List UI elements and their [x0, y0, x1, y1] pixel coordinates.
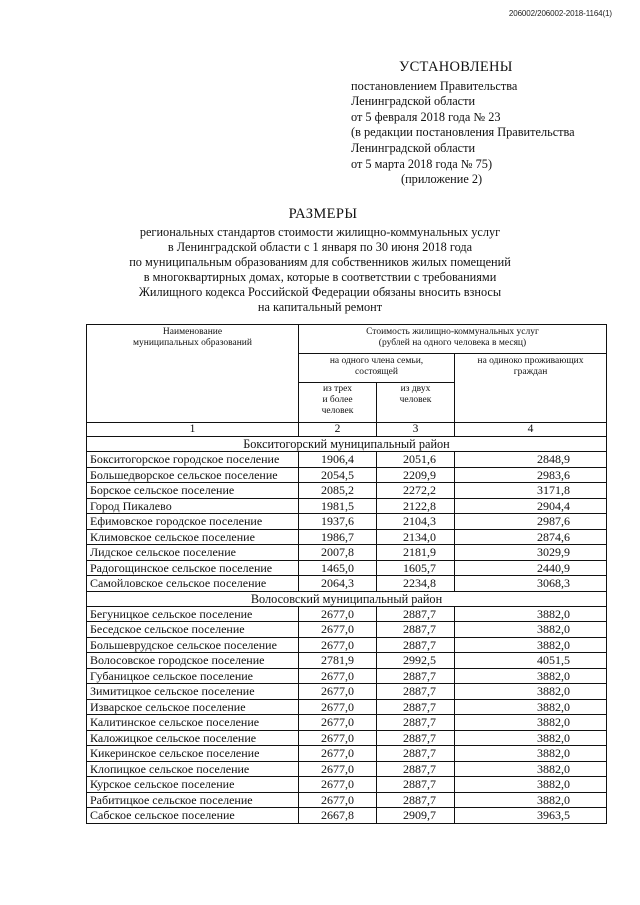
value-single-cell: 3963,5: [455, 808, 607, 824]
table-row: [87, 777, 607, 793]
value-single-cell: 3029,9: [455, 545, 607, 561]
value-single-cell: 3882,0: [455, 792, 607, 808]
approval-line: постановлением Правительства: [351, 78, 518, 93]
municipality-name-cell: Изварское сельское поселение: [87, 699, 299, 715]
header-single: [455, 354, 607, 423]
header-single-text: на одиноко проживающих граждан: [477, 356, 584, 377]
value-two-cell: 2887,7: [377, 637, 455, 653]
value-three-or-more-cell: 1986,7: [299, 529, 377, 545]
value-single-cell: 3882,0: [455, 637, 607, 653]
value-three-or-more-cell: 2781,9: [299, 653, 377, 669]
table-row: [87, 467, 607, 483]
value-two-cell: 2887,7: [377, 684, 455, 700]
table-row: [87, 761, 607, 777]
value-single-cell: 2440,9: [455, 560, 607, 576]
municipality-name-cell: Бокситогорское городское поселение: [87, 452, 299, 468]
value-single-cell: 3882,0: [455, 730, 607, 746]
value-three-or-more-cell: 1981,5: [299, 498, 377, 514]
value-three-or-more-cell: 2677,0: [299, 637, 377, 653]
value-three-or-more-cell: 2677,0: [299, 792, 377, 808]
table-row: [87, 498, 607, 514]
header-cost: [299, 325, 607, 354]
approval-line: Ленинградской области: [351, 140, 476, 155]
municipality-name-cell: Губаницкое сельское поселение: [87, 668, 299, 684]
value-single-cell: 4051,5: [455, 653, 607, 669]
value-single-cell: 3882,0: [455, 622, 607, 638]
value-single-cell: 3882,0: [455, 761, 607, 777]
value-three-or-more-cell: 1937,6: [299, 514, 377, 530]
value-two-cell: 2887,7: [377, 761, 455, 777]
section-title: Волосовский муниципальный район: [87, 591, 607, 606]
table-row: [87, 545, 607, 561]
column-number: 1: [87, 423, 299, 437]
municipality-name-cell: Рабитицкое сельское поселение: [87, 792, 299, 808]
municipality-name-cell: Город Пикалево: [87, 498, 299, 514]
value-two-cell: 2209,9: [377, 467, 455, 483]
value-single-cell: 2874,6: [455, 529, 607, 545]
municipality-name-cell: Лидское сельское поселение: [87, 545, 299, 561]
municipality-name-cell: Большеврудское сельское поселение: [87, 637, 299, 653]
header-cost-text: Стоимость жилищно-коммунальных услуг (рублей на одного человека в месяц): [366, 327, 539, 348]
value-three-or-more-cell: 2677,0: [299, 668, 377, 684]
municipality-name-cell: Каложицкое сельское поселение: [87, 730, 299, 746]
title-line: в многоквартирных домах, которые в соответствии с требованиями: [143, 270, 497, 285]
header-per-family-member-text: на одного члена семьи, состоящей: [329, 356, 424, 377]
header-three-or-more-text: из трех и более человек: [321, 384, 354, 416]
title-line: на капитальный ремонт: [257, 300, 383, 315]
value-single-cell: 3882,0: [455, 606, 607, 622]
approval-line: (в редакции постановления Правительства: [351, 125, 575, 140]
value-single-cell: 3882,0: [455, 777, 607, 793]
header-per-family-member: [299, 354, 455, 383]
value-three-or-more-cell: 2677,0: [299, 699, 377, 715]
approval-line: Ленинградской области: [351, 94, 476, 109]
value-three-or-more-cell: 1906,4: [299, 452, 377, 468]
value-three-or-more-cell: 2064,3: [299, 576, 377, 592]
value-three-or-more-cell: 2677,0: [299, 730, 377, 746]
approval-block: [351, 60, 575, 188]
municipality-name-cell: Сабское сельское поселение: [87, 808, 299, 824]
value-three-or-more-cell: 2677,0: [299, 746, 377, 762]
table-row: [87, 653, 607, 669]
value-two-cell: 2887,7: [377, 792, 455, 808]
value-three-or-more-cell: 2007,8: [299, 545, 377, 561]
header-two-text: из двух человек: [399, 384, 432, 405]
value-single-cell: 2848,9: [455, 452, 607, 468]
municipality-name-cell: Калитинское сельское поселение: [87, 715, 299, 731]
header-name: [87, 325, 299, 423]
value-three-or-more-cell: 2677,0: [299, 715, 377, 731]
title-line: по муниципальным образованиям для собственников жилых помещений: [129, 255, 511, 270]
table-row: [87, 529, 607, 545]
value-single-cell: 3882,0: [455, 684, 607, 700]
value-single-cell: 3882,0: [455, 699, 607, 715]
header-two: [377, 383, 455, 423]
section-title: Бокситогорский муниципальный район: [87, 437, 607, 452]
value-single-cell: 3068,3: [455, 576, 607, 592]
value-three-or-more-cell: 2677,0: [299, 761, 377, 777]
value-three-or-more-cell: 2677,0: [299, 777, 377, 793]
municipality-name-cell: Зимитицкое сельское поселение: [87, 684, 299, 700]
municipality-name-cell: Бегуницкое сельское поселение: [87, 606, 299, 622]
municipality-name-cell: Клопицкое сельское поселение: [87, 761, 299, 777]
value-two-cell: 2887,7: [377, 730, 455, 746]
section-row: [87, 437, 607, 452]
table-row: [87, 637, 607, 653]
value-single-cell: 3882,0: [455, 668, 607, 684]
table-row: [87, 483, 607, 499]
title-line: в Ленинградской области с 1 января по 30 июня 2018 года: [167, 240, 473, 255]
value-two-cell: 2272,2: [377, 483, 455, 499]
value-single-cell: 3882,0: [455, 746, 607, 762]
document-id: 206002/206002-2018-1164(1): [508, 9, 612, 18]
table-row: [87, 730, 607, 746]
value-two-cell: 2909,7: [377, 808, 455, 824]
value-three-or-more-cell: 2054,5: [299, 467, 377, 483]
title-line: Жилищного кодекса Российской Федерации обязаны вносить взносы: [138, 285, 502, 300]
municipality-name-cell: Ефимовское городское поселение: [87, 514, 299, 530]
approval-line: от 5 марта 2018 года № 75): [351, 156, 493, 171]
section-row: [87, 591, 607, 606]
value-two-cell: 1605,7: [377, 560, 455, 576]
approval-heading: УСТАНОВЛЕНЫ: [399, 59, 513, 75]
table-row: [87, 668, 607, 684]
column-number: 2: [299, 423, 377, 437]
table-row: [87, 514, 607, 530]
table-row: [87, 576, 607, 592]
value-three-or-more-cell: 2677,0: [299, 606, 377, 622]
value-three-or-more-cell: 2085,2: [299, 483, 377, 499]
column-number: 4: [455, 423, 607, 437]
value-two-cell: 2181,9: [377, 545, 455, 561]
value-two-cell: 2051,6: [377, 452, 455, 468]
municipality-name-cell: Климовское сельское поселение: [87, 529, 299, 545]
document-title: [0, 206, 640, 316]
header-name-text: Наименование муниципальных образований: [133, 327, 252, 348]
column-number: 3: [377, 423, 455, 437]
table-row: [87, 452, 607, 468]
value-two-cell: 2887,7: [377, 606, 455, 622]
municipality-name-cell: Волосовское городское поселение: [87, 653, 299, 669]
title-heading: РАЗМЕРЫ: [288, 206, 358, 222]
table-row: [87, 715, 607, 731]
table-row: [87, 746, 607, 762]
municipality-name-cell: Курское сельское поселение: [87, 777, 299, 793]
value-two-cell: 2887,7: [377, 699, 455, 715]
table-row: [87, 622, 607, 638]
table-row: [87, 792, 607, 808]
value-two-cell: 2887,7: [377, 715, 455, 731]
value-single-cell: 2987,6: [455, 514, 607, 530]
municipality-name-cell: Самойловское сельское поселение: [87, 576, 299, 592]
value-three-or-more-cell: 1465,0: [299, 560, 377, 576]
table-row: [87, 560, 607, 576]
value-two-cell: 2992,5: [377, 653, 455, 669]
value-single-cell: 2904,4: [455, 498, 607, 514]
table-row: [87, 684, 607, 700]
table-row: [87, 699, 607, 715]
approval-line: от 5 февраля 2018 года № 23: [351, 109, 501, 124]
value-single-cell: 3171,8: [455, 483, 607, 499]
title-line: региональных стандартов стоимости жилищно-коммунальных услуг: [139, 225, 501, 239]
value-two-cell: 2234,8: [377, 576, 455, 592]
approval-appendix: (приложение 2): [401, 172, 483, 187]
municipality-name-cell: Борское сельское поселение: [87, 483, 299, 499]
value-two-cell: 2122,8: [377, 498, 455, 514]
value-three-or-more-cell: 2677,0: [299, 622, 377, 638]
value-three-or-more-cell: 2667,8: [299, 808, 377, 824]
value-two-cell: 2887,7: [377, 668, 455, 684]
municipality-name-cell: Беседское сельское поселение: [87, 622, 299, 638]
header-three-or-more: [299, 383, 377, 423]
municipality-name-cell: Радогощинское сельское поселение: [87, 560, 299, 576]
municipality-name-cell: Кикеринское сельское поселение: [87, 746, 299, 762]
table-row: [87, 606, 607, 622]
value-two-cell: 2887,7: [377, 777, 455, 793]
standards-table: [86, 324, 607, 824]
municipality-name-cell: Большедворское сельское поселение: [87, 467, 299, 483]
value-single-cell: 3882,0: [455, 715, 607, 731]
value-two-cell: 2887,7: [377, 622, 455, 638]
value-two-cell: 2134,0: [377, 529, 455, 545]
value-single-cell: 2983,6: [455, 467, 607, 483]
value-two-cell: 2104,3: [377, 514, 455, 530]
table-row: [87, 808, 607, 824]
value-three-or-more-cell: 2677,0: [299, 684, 377, 700]
value-two-cell: 2887,7: [377, 746, 455, 762]
